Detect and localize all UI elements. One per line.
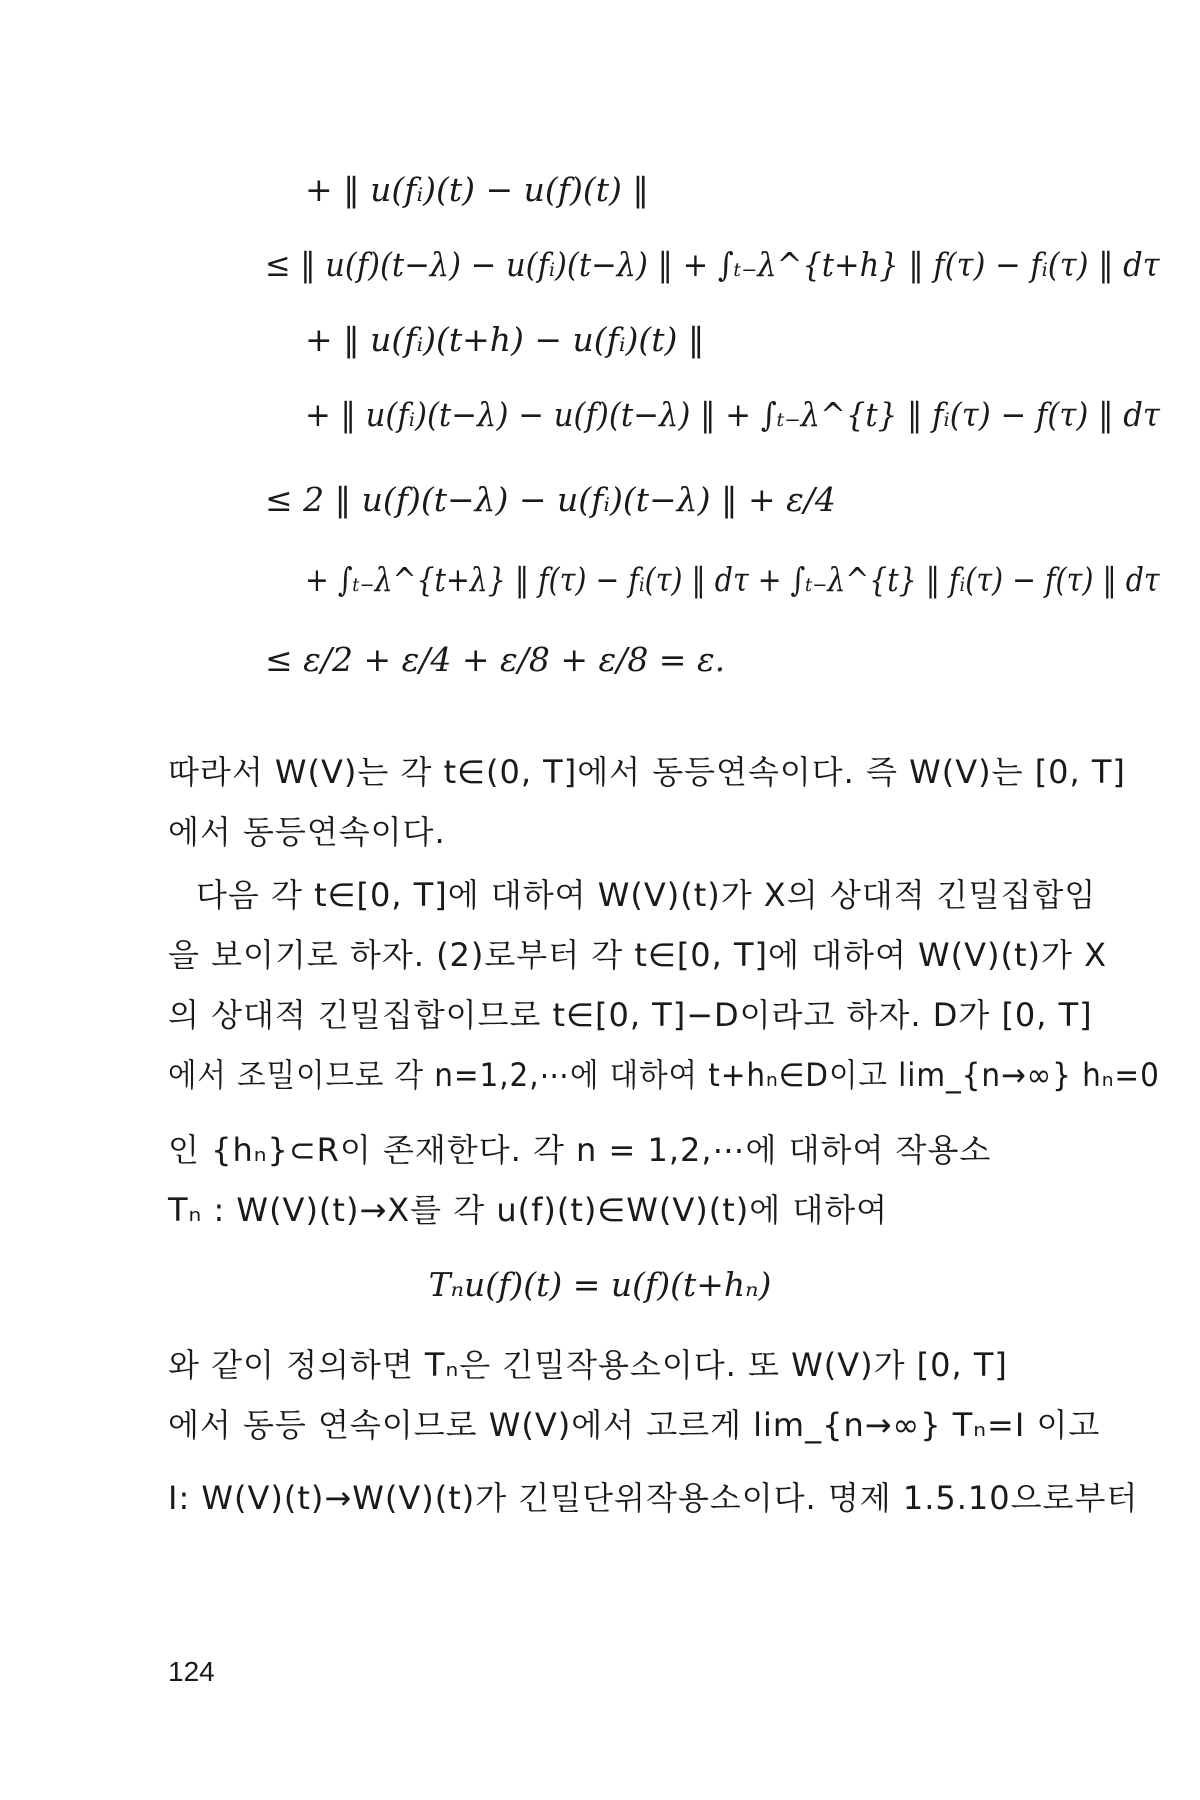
page-number: 124 xyxy=(168,1656,215,1687)
display-equation: Tₙu(f)(t) = u(f)(t+hₙ) xyxy=(428,1265,772,1304)
paragraph-after-line-1: 와 같이 정의하면 Tₙ은 긴밀작용소이다. 또 W(V)가 [0, T] xyxy=(168,1346,1008,1384)
equation-line-4: + ‖ u(fᵢ)(t−λ) − u(f)(t−λ) ‖ + ∫ₜ₋λ^{t} ‖ fᵢ(τ) − f(τ) ‖ dτ xyxy=(305,395,1160,434)
equation-line-6: + ∫ₜ₋λ^{t+λ} ‖ f(τ) − fᵢ(τ) ‖ dτ + ∫ₜ₋λ^{t} ‖ fᵢ(τ) − f(τ) ‖ dτ xyxy=(305,560,1160,599)
paragraph-line-7: 인 {hₙ}⊂R이 존재한다. 각 n = 1,2,⋯에 대하여 작용소 xyxy=(168,1131,992,1169)
paragraph-line-1: 따라서 W(V)는 각 t∈(0, T]에서 동등연속이다. 즉 W(V)는 [0, T] xyxy=(168,753,1126,791)
paragraph-after-line-2: 에서 동등 연속이므로 W(V)에서 고르게 lim_{n→∞} Tₙ=I 이고 xyxy=(168,1406,1101,1444)
paragraph-line-4: 을 보이기로 하자. (2)로부터 각 t∈[0, T]에 대하여 W(V)(t)가 X xyxy=(168,936,1108,974)
paragraph-line-3: 다음 각 t∈[0, T]에 대하여 W(V)(t)가 X의 상대적 긴밀집합임 xyxy=(196,876,1097,914)
equation-line-5: ≤ 2 ‖ u(f)(t−λ) − u(fᵢ)(t−λ) ‖ + ε/4 xyxy=(265,480,836,519)
paragraph-line-6: 에서 조밀이므로 각 n=1,2,⋯에 대하여 t+hₙ∈D이고 lim_{n→∞} hₙ=0 xyxy=(168,1056,1160,1094)
equation-line-3: + ‖ u(fᵢ)(t+h) − u(fᵢ)(t) ‖ xyxy=(305,320,705,359)
equation-line-1: + ‖ u(fᵢ)(t) − u(f)(t) ‖ xyxy=(305,170,649,209)
paragraph-after-line-3: I: W(V)(t)→W(V)(t)가 긴밀단위작용소이다. 명제 1.5.10으로부터 xyxy=(168,1479,1139,1517)
equation-line-2: ≤ ‖ u(f)(t−λ) − u(fᵢ)(t−λ) ‖ + ∫ₜ₋λ^{t+h} ‖ f(τ) − fᵢ(τ) ‖ dτ xyxy=(265,245,1160,284)
paragraph-line-8: Tₙ : W(V)(t)→X를 각 u(f)(t)∈W(V)(t)에 대하여 xyxy=(168,1191,889,1229)
equation-line-7: ≤ ε/2 + ε/4 + ε/8 + ε/8 = ε. xyxy=(265,640,726,679)
paragraph-line-5: 의 상대적 긴밀집합이므로 t∈[0, T]−D이라고 하자. D가 [0, T] xyxy=(168,996,1093,1034)
paragraph-line-2: 에서 동등연속이다. xyxy=(168,813,446,851)
